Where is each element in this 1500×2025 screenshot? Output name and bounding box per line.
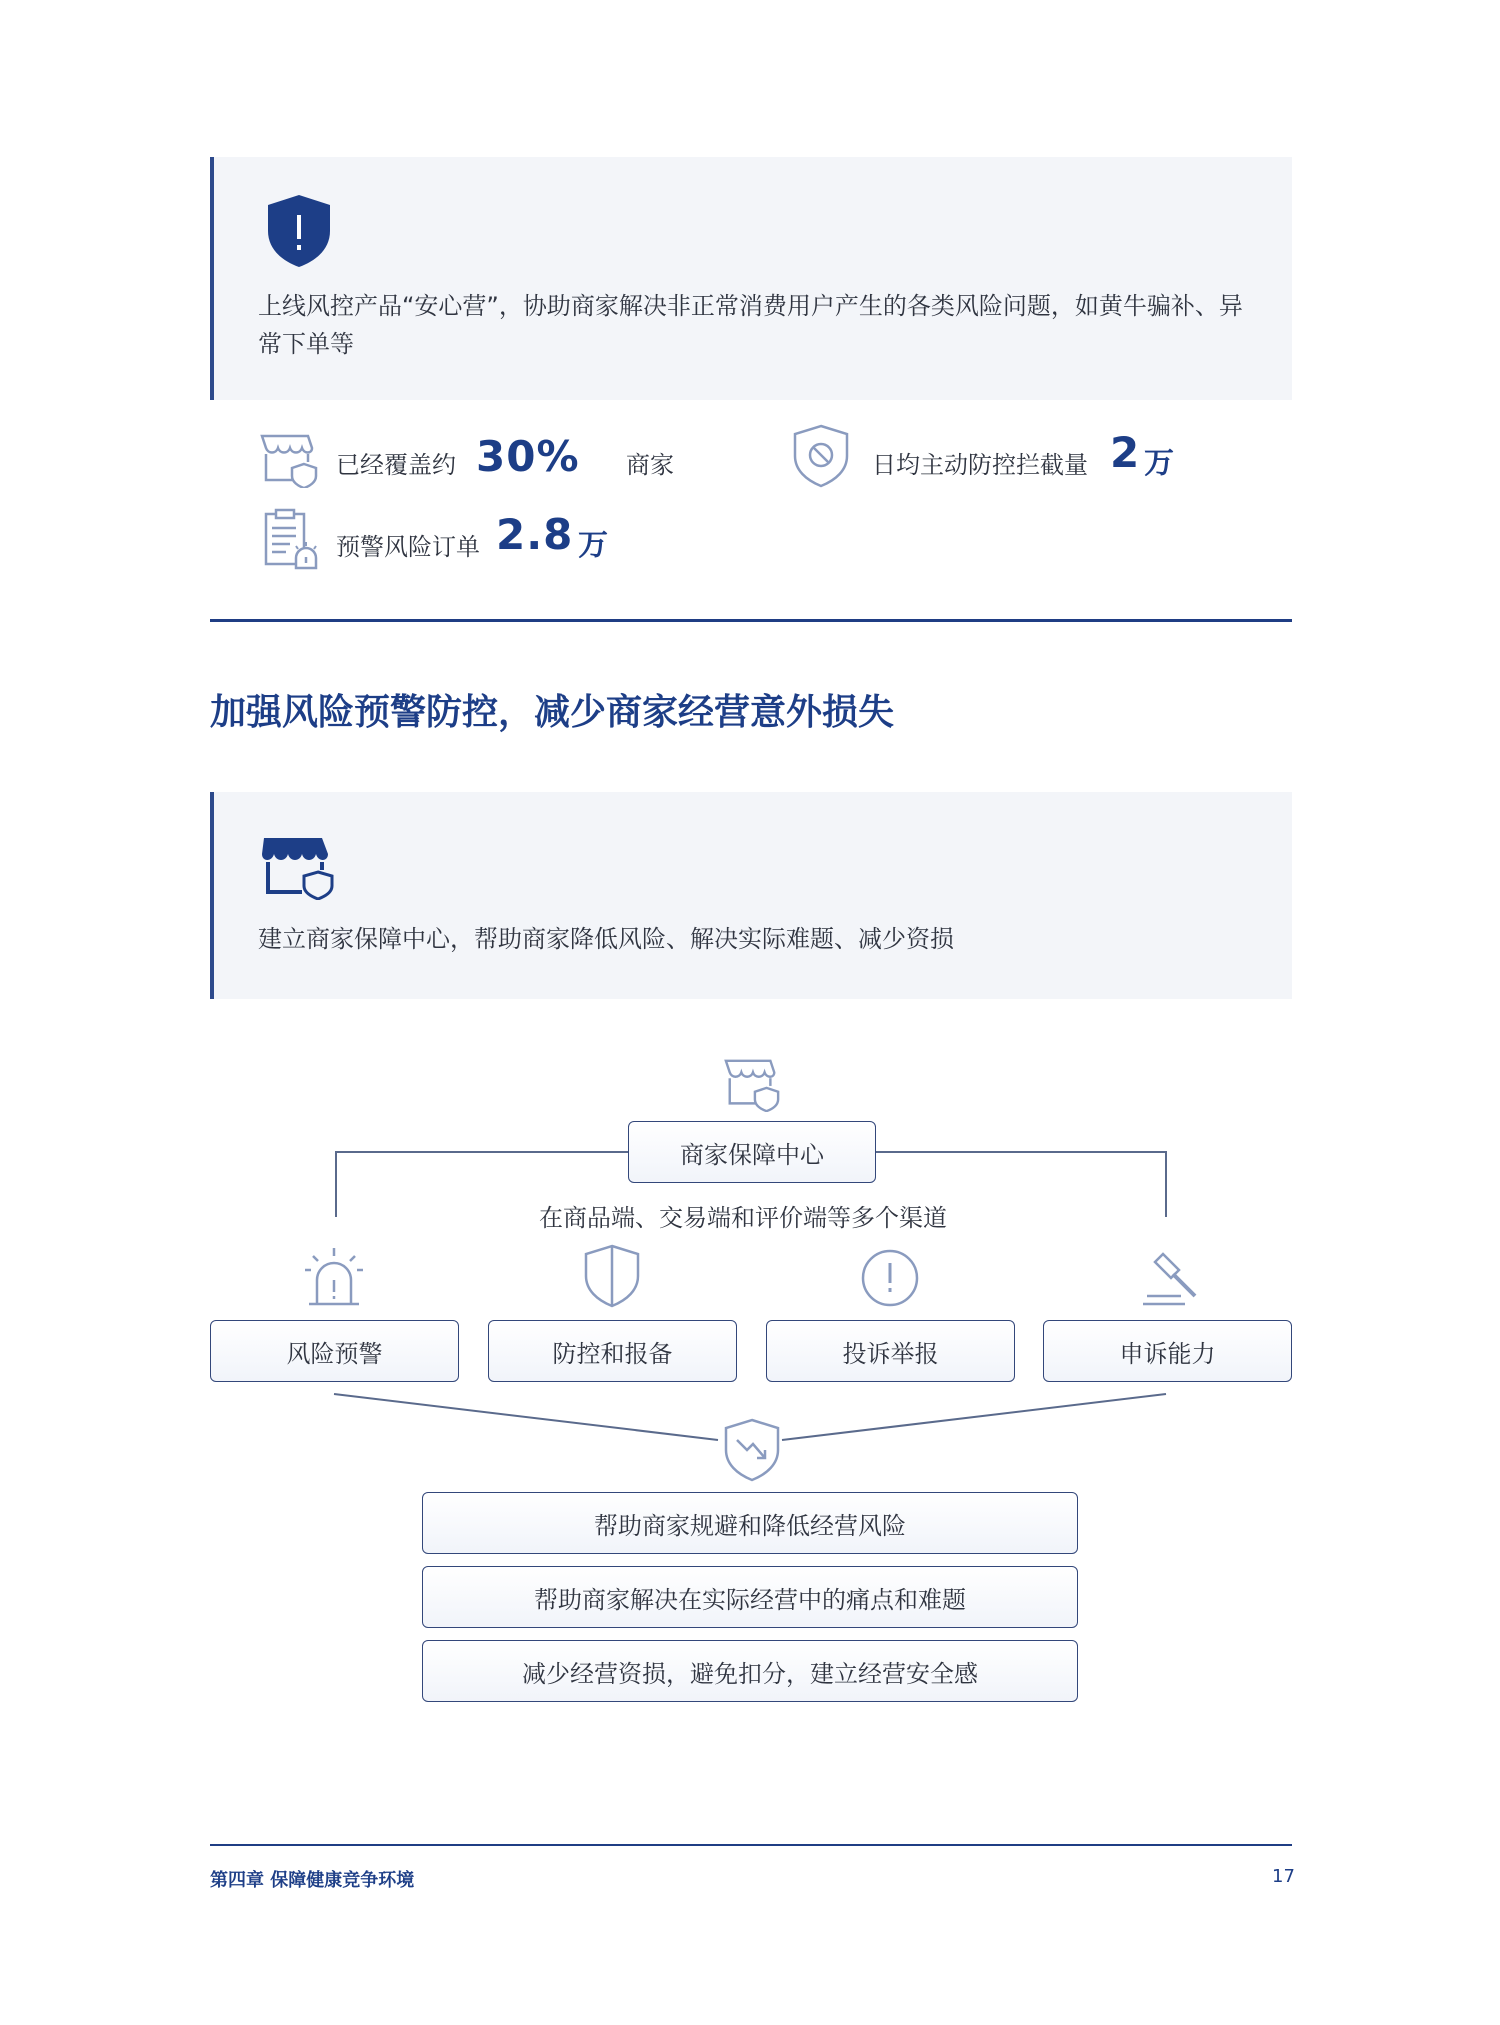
risk-product-description: 上线风控产品“安心营”，协助商家解决非正常消费用户产生的各类风险问题，如黄牛骗补、异常下单等 — [258, 292, 1243, 358]
outcome-label: 帮助商家解决在实际经营中的痛点和难题 — [534, 1585, 966, 1614]
store-shield-icon — [260, 834, 336, 900]
outcome-box — [422, 1566, 1078, 1628]
feature-label: 防控和报备 — [552, 1339, 673, 1368]
exclamation-circle-icon — [860, 1248, 920, 1308]
feature-box-prevention — [488, 1320, 737, 1382]
feature-box-appeal — [1043, 1320, 1292, 1382]
connector-line — [1165, 1151, 1167, 1217]
section-heading: 加强风险预警防控，减少商家经营意外损失 — [210, 692, 895, 733]
feature-label: 风险预警 — [286, 1339, 383, 1368]
merchant-protection-panel — [210, 792, 1292, 999]
alarm-siren-icon — [303, 1244, 365, 1306]
feature-label: 投诉举报 — [842, 1339, 939, 1368]
merchant-protection-description: 建立商家保障中心，帮助商家降低风险、解决实际难题、减少资损 — [258, 925, 954, 953]
footer-divider — [210, 1844, 1292, 1846]
shield-icon — [583, 1244, 641, 1308]
center-node-box — [628, 1121, 876, 1183]
center-node-label: 商家保障中心 — [680, 1140, 824, 1169]
connector-line — [335, 1151, 337, 1217]
stat-unit: 万 — [578, 528, 608, 563]
section-divider — [210, 619, 1292, 622]
stat-merchant-coverage — [258, 428, 818, 488]
stat-unit: 商家 — [626, 451, 674, 479]
feature-label: 申诉能力 — [1119, 1339, 1216, 1368]
stat-unit: 万 — [1144, 446, 1174, 481]
shield-trend-down-icon — [723, 1418, 781, 1482]
outcome-box — [422, 1492, 1078, 1554]
store-shield-icon — [258, 432, 320, 488]
footer-chapter-title: 第四章 保障健康竞争环境 — [210, 1870, 415, 1891]
channel-text: 在商品端、交易端和评价端等多个渠道 — [539, 1204, 947, 1232]
stat-daily-interceptions — [792, 424, 1292, 488]
store-shield-icon — [722, 1056, 782, 1112]
outcome-box — [422, 1640, 1078, 1702]
stat-warning-orders — [262, 506, 722, 572]
outcome-label: 帮助商家规避和降低经营风险 — [594, 1511, 906, 1540]
feature-box-complaints — [766, 1320, 1015, 1382]
stat-value: 2 — [1110, 428, 1141, 477]
footer-page-number: 17 — [1272, 1866, 1295, 1887]
outcome-label: 减少经营资损，避免扣分，建立经营安全感 — [522, 1659, 978, 1688]
connector-line — [876, 1151, 1167, 1153]
stat-label: 日均主动防控拦截量 — [872, 451, 1088, 479]
stat-label: 已经覆盖约 — [336, 451, 456, 479]
stat-value: 30% — [476, 432, 580, 481]
stat-label: 预警风险订单 — [336, 533, 480, 561]
alert-document-icon — [262, 508, 320, 570]
stat-value: 2.8 — [496, 510, 574, 559]
risk-product-panel — [210, 157, 1292, 400]
shield-exclamation-icon — [264, 193, 334, 269]
shield-block-icon — [792, 424, 850, 488]
feature-box-risk-warning — [210, 1320, 459, 1382]
gavel-icon — [1141, 1248, 1203, 1308]
connector-line — [335, 1151, 629, 1153]
